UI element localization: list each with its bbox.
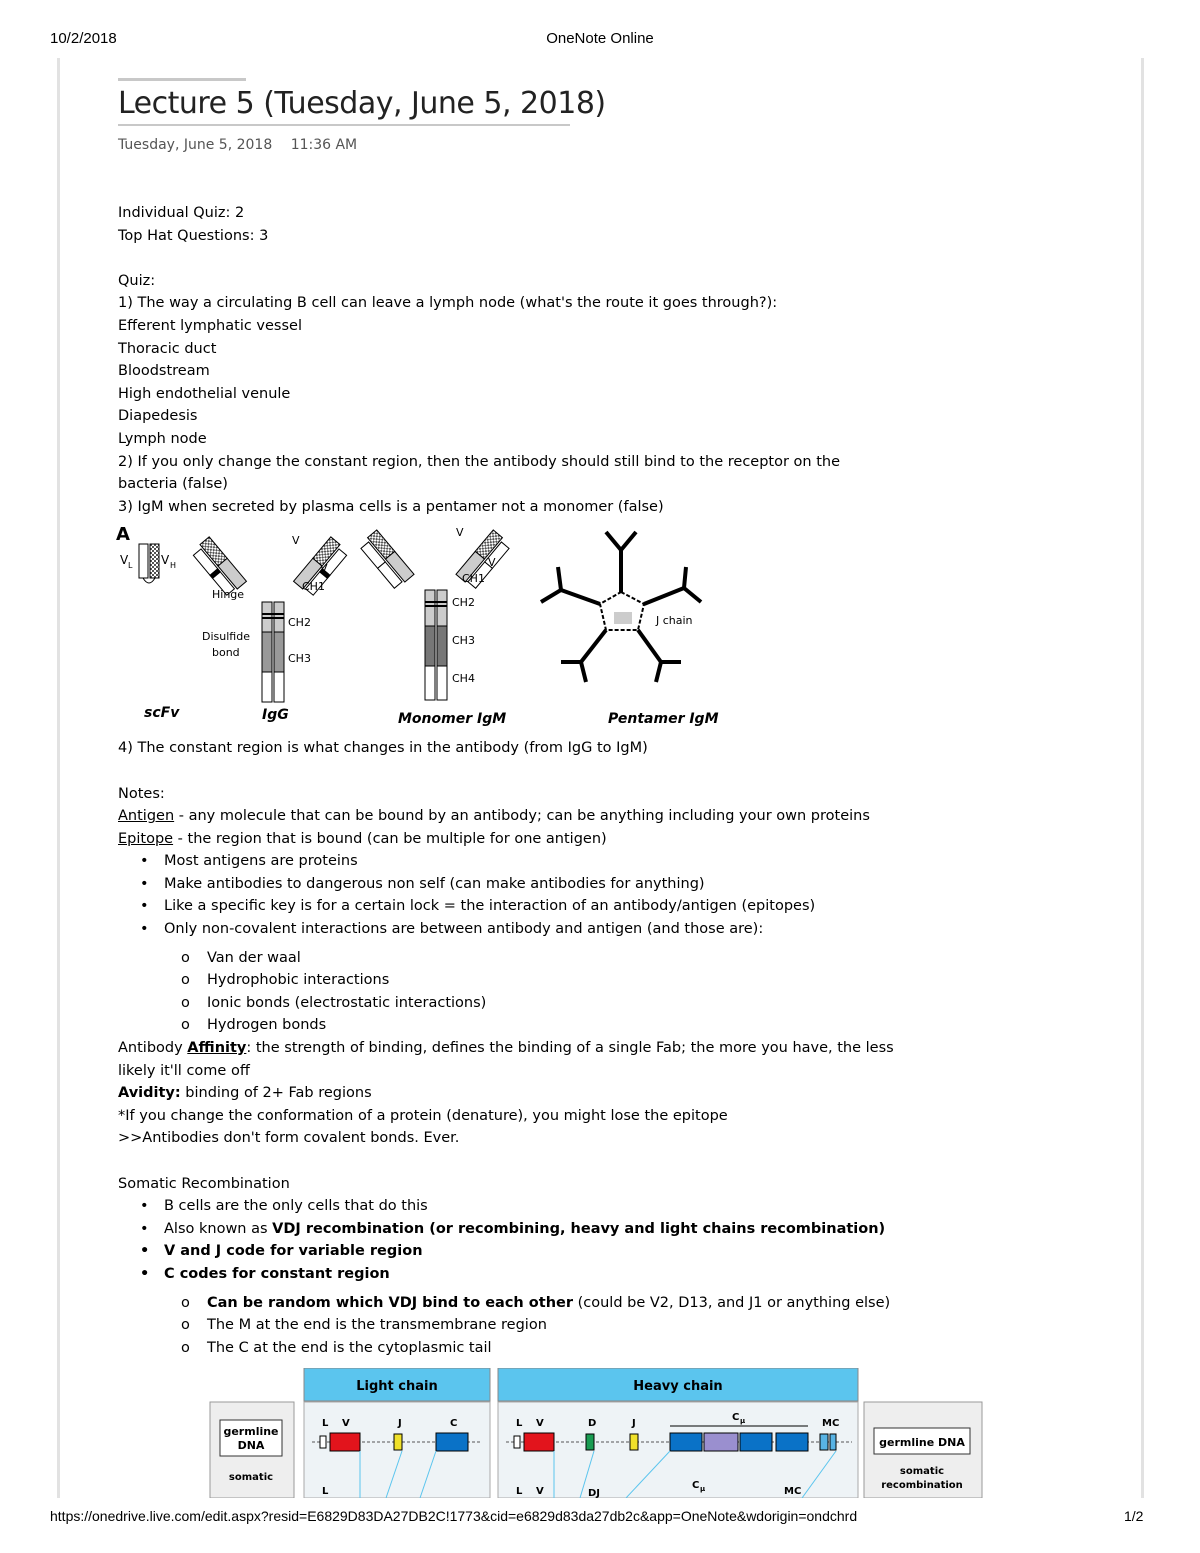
caption-monomer-igm: Monomer IgM (398, 711, 507, 728)
avidity-term: Avidity: (118, 1085, 181, 1102)
svg-text:V: V (161, 553, 170, 568)
print-page-number: 1/2 (1124, 1508, 1144, 1524)
list-item: • Also known as VDJ recombination (or recombining, heavy and light chains recombination) (164, 1218, 898, 1241)
page-time: 11:36 AM (290, 137, 358, 153)
route-step: High endothelial venule (118, 385, 291, 402)
svg-text:V: V (536, 1486, 544, 1497)
print-url: https://onedrive.live.com/edit.aspx?resid=E6829D83DA27DB2C!1773&cid=e6829d83da27db2c&app=OneNote&wdorigin=ondchrd (50, 1508, 858, 1524)
svg-text:MC: MC (784, 1486, 802, 1497)
print-date: 10/2/2018 (50, 30, 117, 47)
affinity-term: Affinity (187, 1040, 247, 1057)
svg-text:bond: bond (212, 646, 240, 660)
route-step: Diapedesis (118, 408, 198, 425)
svg-text:germline: germline (223, 1425, 279, 1438)
svg-text:CH1: CH1 (462, 572, 485, 586)
title-accent-bar (118, 78, 246, 81)
list-item: • V and J code for variable region (164, 1240, 898, 1263)
route-step: Lymph node (118, 430, 207, 447)
svg-text:V: V (120, 553, 129, 568)
quiz-q1: 1) The way a circulating B cell can leave a lymph node (what's the route it goes through?): (118, 295, 778, 312)
svg-text:V: V (320, 562, 328, 576)
list-item: • B cells are the only cells that do this (164, 1195, 898, 1218)
list-item: • Like a specific key is for a certain lock = the interaction of an antibody/antigen (epitopes) (164, 895, 898, 918)
title-underline (118, 124, 570, 126)
svg-text:J: J (398, 1418, 402, 1429)
print-app-title: OneNote Online (546, 30, 654, 47)
svg-text:μ: μ (700, 1485, 706, 1493)
list-item: • C codes for constant region (164, 1263, 898, 1286)
svg-text:Hinge: Hinge (212, 588, 245, 602)
svg-text:J: J (632, 1418, 636, 1429)
svg-text:recombination: recombination (881, 1480, 963, 1491)
svg-text:C: C (450, 1418, 458, 1429)
list-item: o Hydrogen bonds (207, 1014, 898, 1037)
quiz-q2: 2) If you only change the constant region, then the antibody should still bind to the receptor on the bacteria (false) (118, 453, 841, 493)
svg-text:V: V (536, 1418, 544, 1429)
note-line: >>Antibodies don't form covalent bonds. Ever. (118, 1130, 460, 1147)
quiz-q4: 4) The constant region is what changes in the antibody (from IgG to IgM) (118, 740, 648, 757)
svg-text:Light chain: Light chain (356, 1379, 438, 1394)
somatic-heading: Somatic Recombination (118, 1175, 290, 1192)
list-item: o The C at the end is the cytoplasmic tail (207, 1337, 898, 1360)
svg-text:CH2: CH2 (288, 616, 311, 630)
svg-text:Disulfide: Disulfide (202, 630, 250, 644)
svg-text:CH1: CH1 (302, 580, 325, 594)
svg-text:C: C (732, 1412, 740, 1423)
svg-text:CH2: CH2 (452, 596, 475, 610)
quiz-heading: Quiz: (118, 272, 156, 289)
note-line: *If you change the conformation of a protein (denature), you might lose the epitope (118, 1107, 728, 1124)
caption-igg: IgG (262, 707, 289, 724)
svg-text:CH3: CH3 (452, 634, 475, 648)
svg-text:μ: μ (740, 1417, 746, 1425)
svg-text:L: L (516, 1418, 523, 1429)
route-step: Bloodstream (118, 363, 210, 380)
route-step: Thoracic duct (118, 340, 217, 357)
list-item: o The M at the end is the transmembrane region (207, 1314, 898, 1337)
note-body[interactable] (118, 202, 898, 1359)
antigen-definition: Antigen - any molecule that can be bound by an antibody; can be anything including your own proteins (118, 808, 870, 825)
svg-text:J chain: J chain (656, 614, 693, 628)
svg-text:DJ: DJ (588, 1488, 601, 1498)
svg-text:CH3: CH3 (288, 652, 311, 666)
list-item: • Only non-covalent interactions are between antibody and antigen (and those are): (164, 918, 898, 941)
notes-heading: Notes: (118, 785, 165, 802)
antigen-term: Antigen (118, 808, 175, 825)
notes-bullets (118, 850, 898, 940)
svg-text:L: L (128, 561, 133, 571)
list-item: • Most antigens are proteins (164, 850, 898, 873)
affinity-definition: Antibody Affinity: the strength of binding, defines the binding of a single Fab; the more you have, the less likely it'll come off (118, 1040, 894, 1079)
intro-line: Top Hat Questions: 3 (118, 227, 269, 244)
svg-text:C: C (692, 1480, 700, 1491)
pentamer-igm-diagram (541, 532, 701, 682)
somatic-sub-bullets (118, 1292, 898, 1360)
page-frame-right (1141, 58, 1144, 1498)
svg-text:DNA: DNA (237, 1439, 265, 1452)
vdj-recombination-figure (206, 1368, 986, 1498)
svg-text:V: V (342, 1418, 350, 1429)
svg-text:L: L (516, 1486, 523, 1497)
svg-text:V: V (488, 556, 496, 570)
list-item: o Ionic bonds (electrostatic interactions) (207, 992, 898, 1015)
page-frame-left (57, 58, 60, 1498)
caption-scfv: scFv (144, 705, 180, 722)
list-item: o Can be random which VDJ bind to each other (could be V2, D13, and J1 or anything else) (207, 1292, 898, 1315)
svg-text:somatic: somatic (899, 1466, 945, 1477)
list-item: o Van der waal (207, 947, 898, 970)
svg-text:L: L (322, 1418, 329, 1429)
svg-text:germline DNA: germline DNA (879, 1436, 965, 1449)
svg-text:somatic: somatic (228, 1472, 274, 1483)
svg-text:V: V (292, 534, 300, 548)
caption-pentamer-igm: Pentamer IgM (608, 711, 719, 728)
svg-text:H: H (170, 561, 177, 571)
scfv-diagram (120, 544, 176, 583)
route-step: Efferent lymphatic vessel (118, 317, 302, 334)
svg-text:V: V (456, 526, 464, 540)
page-date: Tuesday, June 5, 2018 (118, 137, 273, 153)
epitope-term: Epitope (118, 830, 174, 847)
svg-text:MC: MC (822, 1418, 840, 1429)
intro-line: Individual Quiz: 2 (118, 205, 245, 221)
svg-text:CH4: CH4 (452, 672, 475, 686)
avidity-definition: Avidity: binding of 2+ Fab regions (118, 1085, 372, 1102)
page-title[interactable]: Lecture 5 (Tuesday, June 5, 2018) (118, 86, 606, 121)
svg-text:Heavy chain: Heavy chain (633, 1379, 723, 1394)
svg-text:D: D (588, 1418, 597, 1429)
list-item: • Make antibodies to dangerous non self (can make antibodies for anything) (164, 873, 898, 896)
somatic-bullets (118, 1195, 898, 1285)
antibody-structure-figure (116, 522, 736, 727)
quiz-q3: 3) IgM when secreted by plasma cells is a pentamer not a monomer (false) (118, 498, 664, 515)
panel-letter: A (116, 524, 130, 546)
page-meta (118, 137, 371, 153)
svg-text:L: L (322, 1486, 329, 1497)
epitope-definition: Epitope - the region that is bound (can be multiple for one antigen) (118, 830, 607, 847)
interaction-types (118, 947, 898, 1037)
list-item: o Hydrophobic interactions (207, 969, 898, 992)
